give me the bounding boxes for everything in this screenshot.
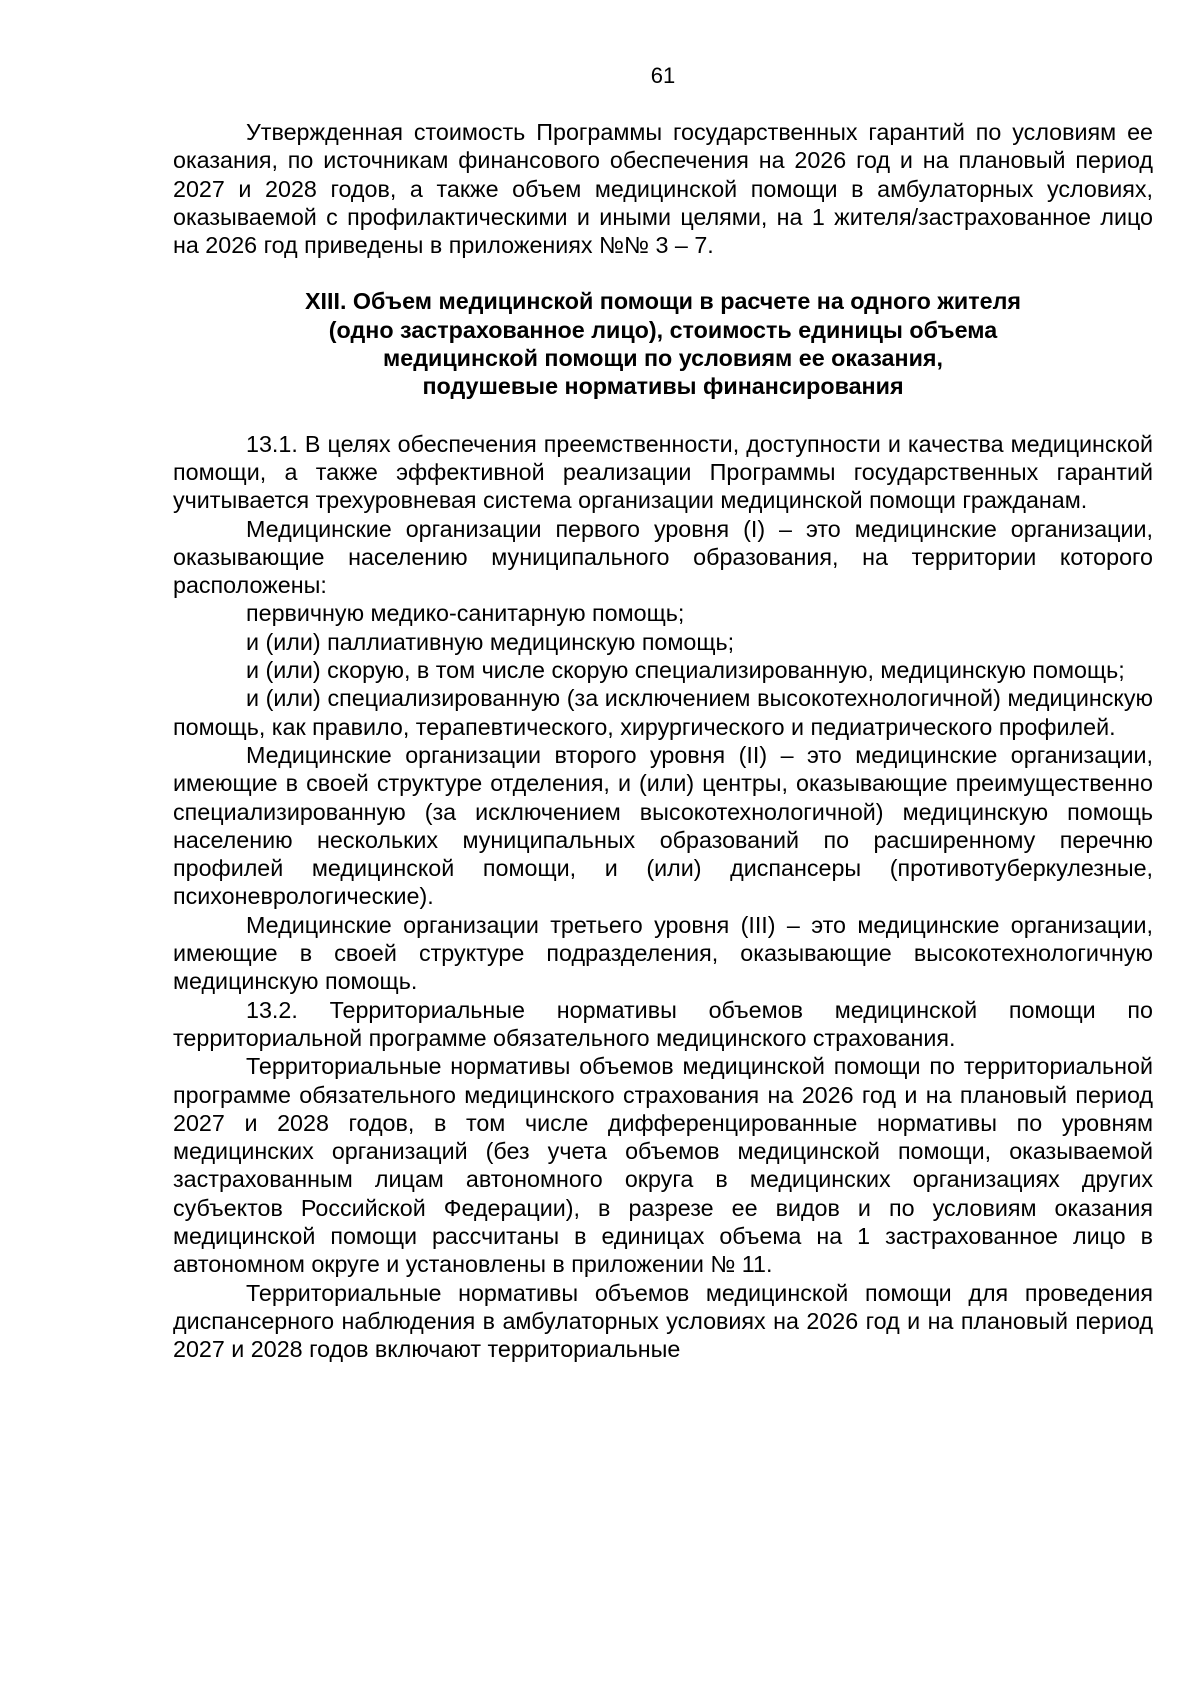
section-heading-line: подушевые нормативы финансирования bbox=[422, 373, 904, 400]
page-number: 61 bbox=[650, 63, 676, 88]
section-heading-line: медицинской помощи по условиям ее оказания, bbox=[383, 345, 943, 372]
document-page bbox=[173, 60, 1153, 1363]
paragraph-level-1: Медицинские организации первого уровня (I) – это медицинские организации, оказывающие населению муниципального образования, на территории которого расположены: bbox=[173, 515, 1153, 599]
section-heading-line: XIII. Объем медицинской помощи в расчете на одного жителя bbox=[305, 288, 1021, 315]
paragraph-level-3: Медицинские организации третьего уровня (III) – это медицинские организации, имеющие в своей структуре подразделения, оказывающие высокотехнологичную медицинскую помощь. bbox=[173, 911, 1153, 995]
intro-paragraph: Утвержденная стоимость Программы государственных гарантий по условиям ее оказания, по источникам финансового обеспечения на 2026 год и на плановый период 2027 и 2028 годов, а также объем медицинской помощи в амбулаторных условиях, оказываемой с профилактическими и иными целями, на 1 жителя/застрахованное лицо на 2026 год приведены в приложениях №№ 3 – 7. bbox=[173, 119, 1153, 259]
section-heading-line: (одно застрахованное лицо), стоимость единицы объема bbox=[328, 316, 998, 343]
paragraph-level-2: Медицинские организации второго уровня (II) – это медицинские организации, имеющие в своей структуре отделения, и (или) центры, оказывающие преимущественно специализированную (за исключением высокотехнологичной) медицинскую помощь населению нескольких муниципальных образований по расширенному перечню профилей медицинской помощи, и (или) диспансеры (противотуберкулезные, психоневрологические). bbox=[173, 741, 1153, 910]
list-item: и (или) скорую, в том числе скорую специализированную, медицинскую помощь; bbox=[246, 657, 1125, 684]
paragraph-dispensary-norms: Территориальные нормативы объемов медицинской помощи для проведения диспансерного наблюдения в амбулаторных условиях на 2026 год и на плановый период 2027 и 2028 годов включают территориальные bbox=[173, 1279, 1153, 1363]
paragraph-13-2: 13.2. Территориальные нормативы объемов медицинской помощи по территориальной программе обязательного медицинского страхования. bbox=[173, 996, 1153, 1051]
section-heading bbox=[173, 287, 1153, 400]
paragraph-13-1: 13.1. В целях обеспечения преемственности, доступности и качества медицинской помощи, а также эффективной реализации Программы государственных гарантий учитывается трехуровневая система организации медицинской помощи гражданам. bbox=[173, 430, 1153, 514]
paragraph-oms-norms: Территориальные нормативы объемов медицинской помощи по территориальной программе обязательного медицинского страхования на 2026 год и на плановый период 2027 и 2028 годов, в том числе дифференцированные нормативы по уровням медицинских организаций (без учета объемов медицинской помощи, оказываемой застрахованным лицам автономного округа в медицинских организациях других субъектов Российской Федерации), в разрезе ее видов и по условиям оказания медицинской помощи рассчитаны в единицах объема на 1 застрахованное лицо в автономном округе и установлены в приложении № 11. bbox=[173, 1053, 1153, 1278]
list-item: первичную медико-санитарную помощь; bbox=[246, 600, 685, 627]
list-item: и (или) паллиативную медицинскую помощь; bbox=[246, 628, 735, 655]
list-item: и (или) специализированную (за исключением высокотехнологичной) медицинскую помощь, как правило, терапевтического, хирургического и педиатрического профилей. bbox=[173, 685, 1153, 740]
